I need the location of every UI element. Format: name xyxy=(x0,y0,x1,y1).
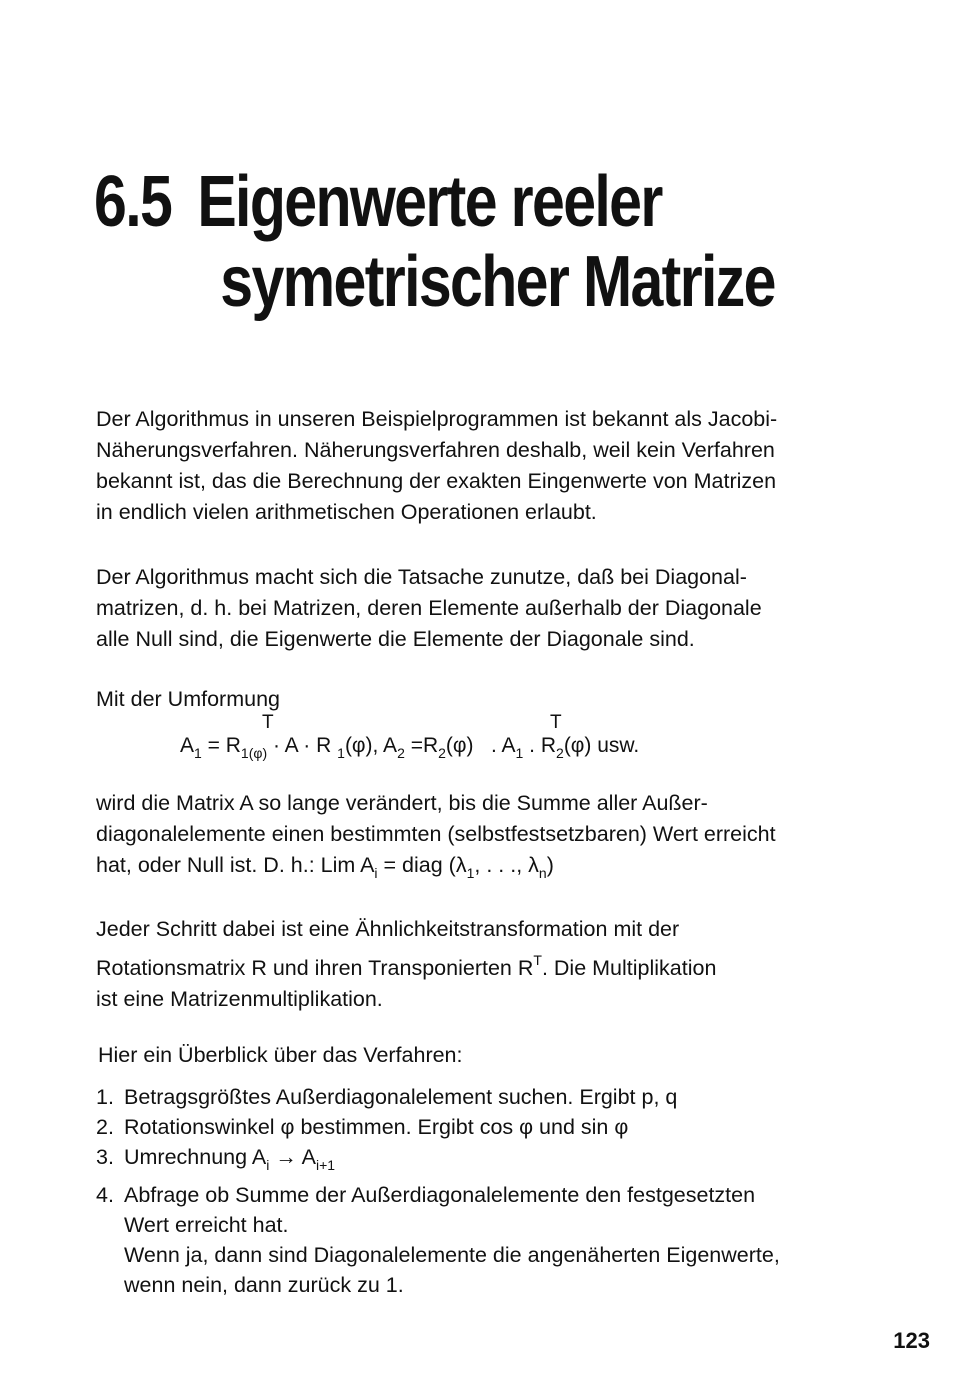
text-line: alle Null sind, die Eigenwerte die Elemente der Diagonale sind. xyxy=(96,627,695,651)
list-number: 1. xyxy=(96,1085,114,1109)
list-number: 2. xyxy=(96,1115,114,1139)
list-number: 3. xyxy=(96,1145,114,1169)
text-part: = diag (λ xyxy=(377,853,467,877)
text-sub: i xyxy=(266,1157,270,1173)
formula-part: =R xyxy=(404,734,439,757)
page-number: 123 xyxy=(893,1328,930,1353)
list-item xyxy=(96,1142,900,1180)
text-line: bekannt ist, das die Berechnung der exakten Eingenwerte von Matrizen xyxy=(96,469,777,493)
list-text: Rotationswinkel φ bestimmen. Ergibt cos φ und sin φ xyxy=(124,1115,629,1139)
text-line-rotation xyxy=(96,945,896,984)
formula-part: (φ), A xyxy=(344,734,398,757)
formula-sub: 2 xyxy=(556,745,564,761)
text-sub: i+1 xyxy=(315,1157,336,1173)
heading-line-1: Eigenwerte reeler xyxy=(197,162,662,242)
formula-sub: 2 xyxy=(397,745,405,761)
paragraph-similarity xyxy=(96,914,896,1015)
text-line: in endlich vielen arithmetischen Operationen erlaubt. xyxy=(96,500,597,524)
list-item xyxy=(96,1082,900,1112)
paragraph-intro xyxy=(96,404,896,528)
text-part: → A xyxy=(269,1145,316,1169)
list-text-line: wenn nein, dann zurück zu 1. xyxy=(124,1273,404,1297)
paragraph-transformation-intro xyxy=(96,684,896,715)
text-sup: T xyxy=(533,952,542,968)
formula-part: · A · R xyxy=(267,734,338,757)
text-part: Umrechnung A xyxy=(124,1145,267,1169)
formula-part: (φ) usw. xyxy=(563,734,640,757)
paragraph-diagonal xyxy=(96,562,896,655)
text-part: . Die Multiplikation xyxy=(541,956,717,980)
text-line: Hier ein Überblick über das Verfahren: xyxy=(98,1043,463,1067)
chapter-number: 6.5 xyxy=(94,162,172,242)
text-line: Der Algorithmus in unseren Beispielprogrammen ist bekannt als Jacobi- xyxy=(96,407,778,431)
formula-sub: 2 xyxy=(438,745,446,761)
formula-sub: 1 xyxy=(194,745,202,761)
text-line: Jeder Schritt dabei ist eine Ähnlichkeitstransformation mit der xyxy=(96,917,680,941)
chapter-heading xyxy=(94,162,791,322)
text-sub: i xyxy=(374,865,378,881)
formula-part: A xyxy=(180,734,195,757)
text-line: Näherungsverfahren. Näherungsverfahren deshalb, weil kein Verfahren xyxy=(96,438,775,462)
text-line-limit xyxy=(96,850,896,889)
text-part: Rotationsmatrix R und ihren Transponierten R xyxy=(96,956,534,980)
transformation-formula xyxy=(180,712,880,762)
formula-sub: 1 xyxy=(515,745,524,761)
text-line: matrizen, d. h. bei Matrizen, deren Elemente außerhalb der Diagonale xyxy=(96,596,762,620)
list-text-line: Wert erreicht hat. xyxy=(124,1213,289,1237)
list-item xyxy=(96,1180,900,1300)
list-number: 4. xyxy=(96,1183,114,1207)
formula-part: = R xyxy=(201,734,241,757)
formula-expression xyxy=(180,734,639,761)
transpose-mark: T xyxy=(550,712,562,733)
transpose-mark: T xyxy=(262,712,274,733)
formula-sub: 1 xyxy=(337,745,345,761)
text-part: ) xyxy=(546,853,554,877)
text-part: hat, oder Null ist. D. h.: Lim A xyxy=(96,853,375,877)
paragraph-convergence xyxy=(96,788,896,889)
text-line: ist eine Matrizenmultiplikation. xyxy=(96,987,383,1011)
text-sub: n xyxy=(538,865,547,881)
list-text: Betragsgrößtes Außerdiagonalelement suchen. Ergibt p, q xyxy=(124,1085,678,1109)
procedure-list xyxy=(96,1082,900,1300)
formula-part: (φ) . A xyxy=(445,734,516,757)
paragraph-overview xyxy=(98,1040,898,1071)
text-line: Mit der Umformung xyxy=(96,687,280,711)
list-text xyxy=(124,1142,900,1180)
formula-part: . R xyxy=(523,734,557,757)
list-text xyxy=(124,1180,900,1300)
text-part: , . . ., λ xyxy=(474,853,539,877)
text-line: diagonalelemente einen bestimmten (selbstfestsetzbaren) Wert erreicht xyxy=(96,822,776,846)
list-item xyxy=(96,1112,900,1142)
formula-sub: (φ) xyxy=(248,745,268,761)
text-sub: 1 xyxy=(466,865,475,881)
text-line: Der Algorithmus macht sich die Tatsache zunutze, daß bei Diagonal- xyxy=(96,565,747,589)
list-text-line: Wenn ja, dann sind Diagonalelemente die angenäherten Eigenwerte, xyxy=(124,1243,780,1267)
text-line: wird die Matrix A so lange verändert, bis die Summe aller Außer- xyxy=(96,791,708,815)
heading-line-2: symetrischer Matrize xyxy=(220,242,775,322)
formula-sub: 1 xyxy=(240,745,249,761)
list-text-line: Abfrage ob Summe der Außerdiagonalelemente den festgesetzten xyxy=(124,1183,756,1207)
